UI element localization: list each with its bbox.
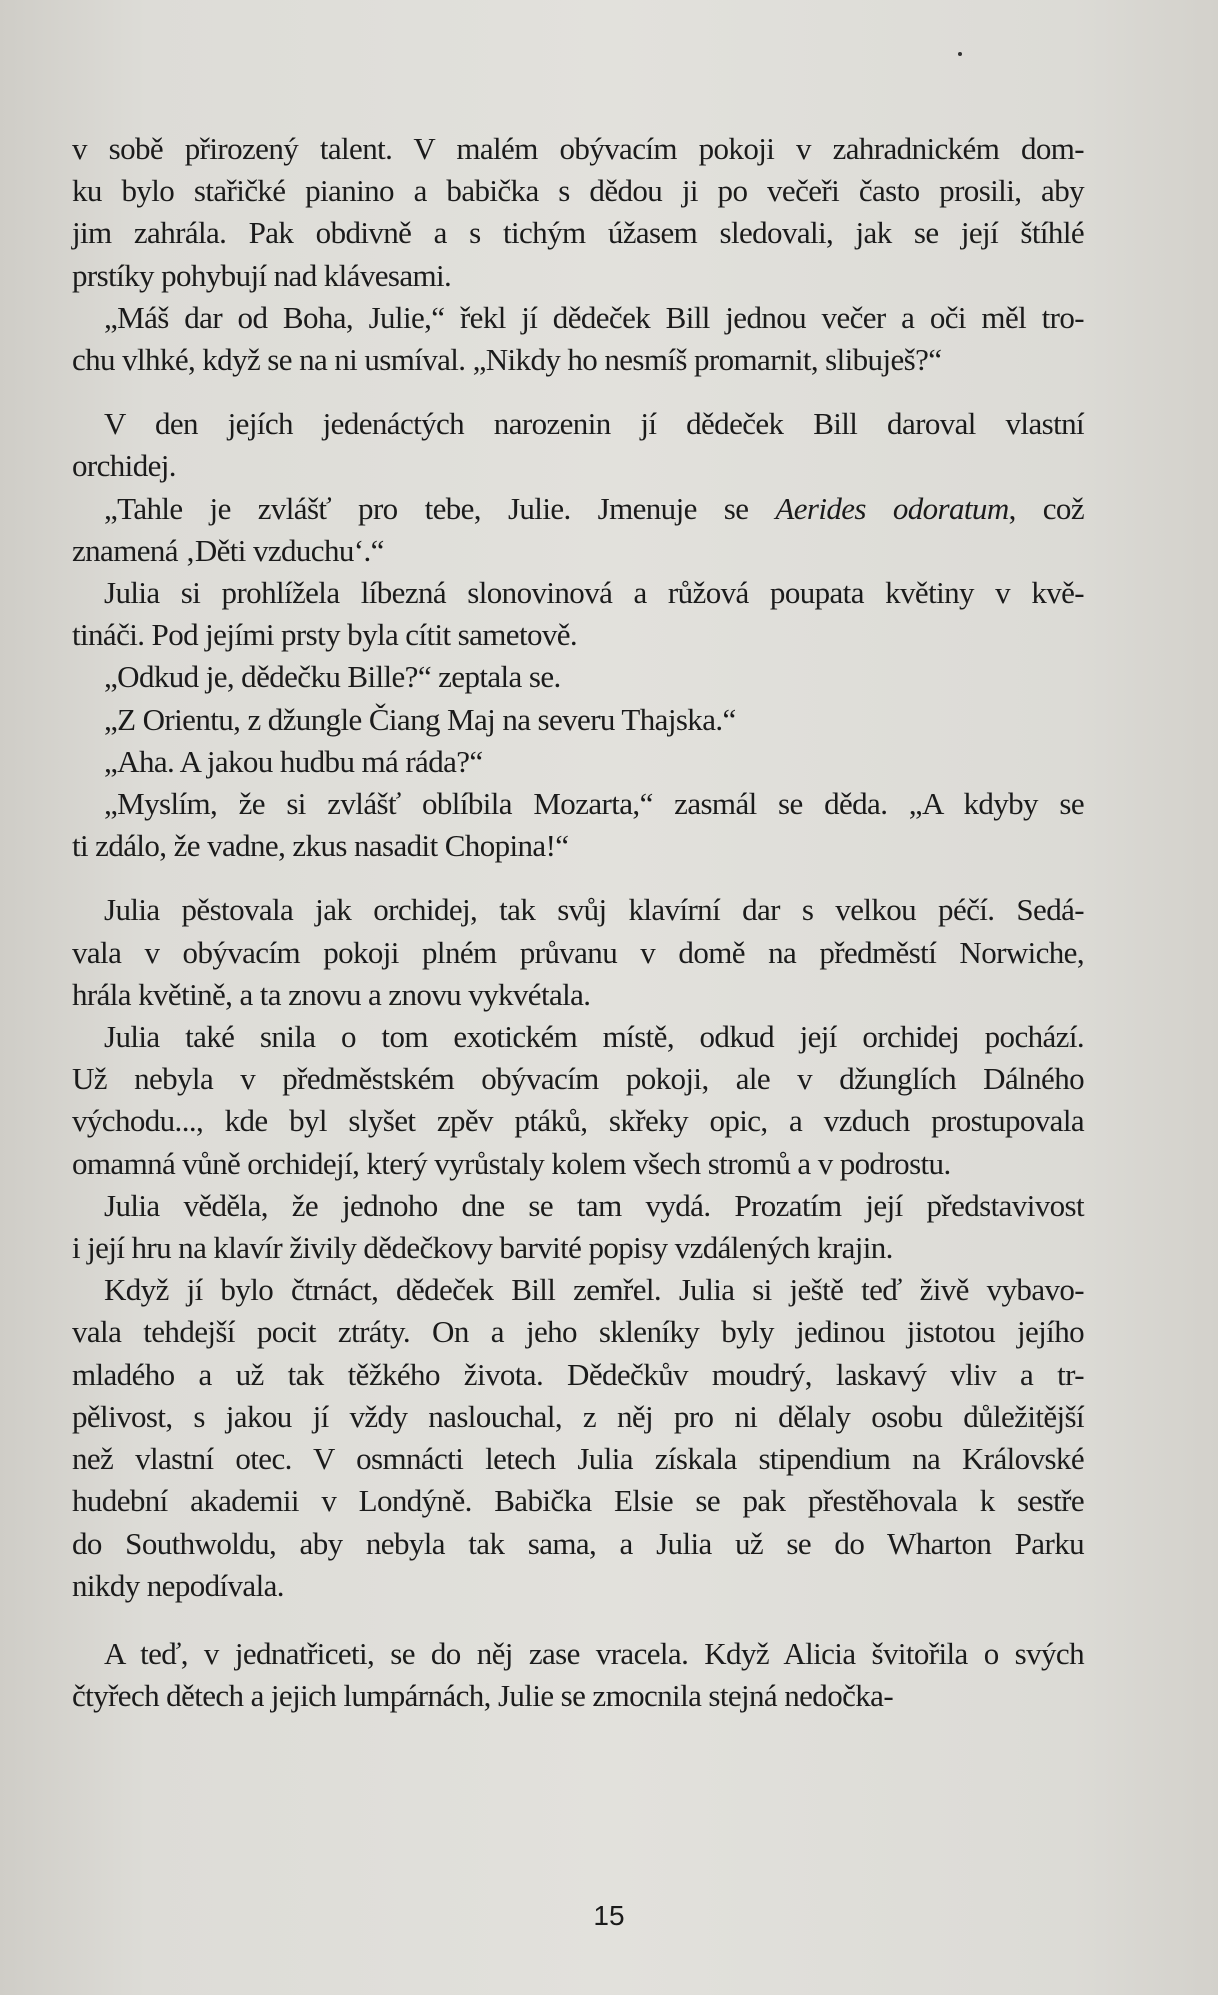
text-line: hrála květině, a ta znovu a znovu vykvétala. [72, 976, 591, 1012]
text-line: v sobě přirozený talent. V malém obývacím pokoji v zahradnickém dom- [72, 131, 1084, 166]
text-fragment: , což [1008, 490, 1084, 526]
text-line: Julia pěstovala jak orchidej, tak svůj klavírní dar s velkou péčí. Sedá- [104, 892, 1084, 928]
paragraph [72, 297, 1084, 381]
paragraph [72, 889, 1084, 1016]
page-number: 15 [593, 1900, 625, 1931]
text-line: Julia věděla, že jednoho dne se tam vydá. Prozatím její představivost [104, 1187, 1084, 1223]
text-line: ti zdálo, že vadne, zkus nasadit Chopina!“ [72, 828, 569, 864]
text-line: znamená ‚Děti vzduchu‘.“ [72, 532, 384, 568]
text-line: Julia si prohlížela líbezná slonovinová a růžová poupata květiny v kvě- [104, 575, 1084, 611]
text-line: „Myslím, že si zvlášť oblíbila Mozarta,“ zasmál se děda. „A kdyby se [104, 786, 1084, 822]
paragraph [72, 572, 1084, 656]
text-line: omamná vůně orchidejí, který vyrůstaly kolem všech stromů a v podrostu. [72, 1145, 951, 1181]
text-line: čtyřech dětech a jejich lumpárnách, Julie se zmocnila stejná nedočka- [72, 1678, 894, 1714]
text-line: A teď, v jednatřiceti, se do něj zase vracela. Když Alicia švitořila o svých [104, 1635, 1084, 1671]
text-line: „Máš dar od Boha, Julie,“ řekl jí dědeček Bill jednou večer a oči měl tro- [104, 299, 1084, 335]
paragraph [72, 1185, 1084, 1269]
paragraph [72, 1633, 1084, 1717]
paragraph [72, 488, 1084, 572]
text-line: do Southwoldu, aby nebyla tak sama, a Julia už se do Wharton Parku [72, 1525, 1084, 1561]
body-text [72, 128, 1084, 1717]
page-speck [958, 52, 962, 56]
paragraph [72, 1016, 1084, 1185]
text-line [72, 488, 1084, 530]
text-line: „Aha. A jakou hudbu má ráda?“ [104, 743, 483, 779]
text-line: „Z Orientu, z džungle Čiang Maj na severu Thajska.“ [104, 701, 736, 737]
text-line: vala tehdejší pocit ztráty. On a jeho skleníky byly jedinou jistotou jejího [72, 1314, 1084, 1350]
text-line: „Odkud je, dědečku Bille?“ zeptala se. [104, 659, 561, 695]
paragraph [72, 656, 1084, 698]
text-line: i její hru na klavír živily dědečkovy barvité popisy vzdálených krajin. [72, 1230, 893, 1266]
text-line: V den jejích jedenáctých narozenin jí dědeček Bill daroval vlastní [104, 406, 1084, 442]
paragraph [72, 783, 1084, 867]
text-line: nikdy nepodívala. [72, 1567, 284, 1603]
paragraph [72, 128, 1084, 297]
paragraph [72, 1269, 1084, 1607]
text-line: východu..., kde byl slyšet zpěv ptáků, skřeky opic, a vzduch prostupovala [72, 1103, 1084, 1139]
text-line: prstíky pohybují nad klávesami. [72, 257, 452, 293]
paragraph [72, 741, 1084, 783]
text-line: vala v obývacím pokoji plném průvanu v domě na předměstí Norwiche, [72, 934, 1084, 970]
text-line: Když jí bylo čtrnáct, dědeček Bill zemřel. Julia si ještě teď živě vybavo- [104, 1272, 1084, 1308]
text-line: pělivost, s jakou jí vždy naslouchal, z něj pro ni dělaly osobu důležitější [72, 1398, 1084, 1434]
text-line: než vlastní otec. V osmnácti letech Julia získala stipendium na Královské [72, 1441, 1084, 1477]
text-line: Už nebyla v předměstském obývacím pokoji, ale v džunglích Dálného [72, 1061, 1084, 1097]
paragraph [72, 403, 1084, 487]
text-line: mladého a už tak těžkého života. Dědečkův moudrý, laskavý vliv a tr- [72, 1356, 1084, 1392]
text-line: chu vlhké, když se na ni usmíval. „Nikdy ho nesmíš promarnit, slibuješ?“ [72, 342, 942, 378]
species-name: Aerides odoratum [775, 490, 1009, 526]
text-line: Julia také snila o tom exotickém místě, odkud její orchidej pochází. [104, 1019, 1084, 1055]
text-line: ku bylo stařičké pianino a babička s dědou ji po večeři často prosili, aby [72, 173, 1084, 209]
paragraph [72, 699, 1084, 741]
text-line: jim zahrála. Pak obdivně a s tichým úžasem sledovali, jak se její štíhlé [72, 215, 1084, 251]
text-fragment: „Tahle je zvlášť pro tebe, Julie. Jmenuje se [104, 490, 776, 526]
text-line: hudební akademii v Londýně. Babička Elsie se pak přestěhovala k sestře [72, 1483, 1084, 1519]
text-line: tináči. Pod jejími prsty byla cítit sametově. [72, 617, 578, 653]
text-line: orchidej. [72, 448, 176, 484]
